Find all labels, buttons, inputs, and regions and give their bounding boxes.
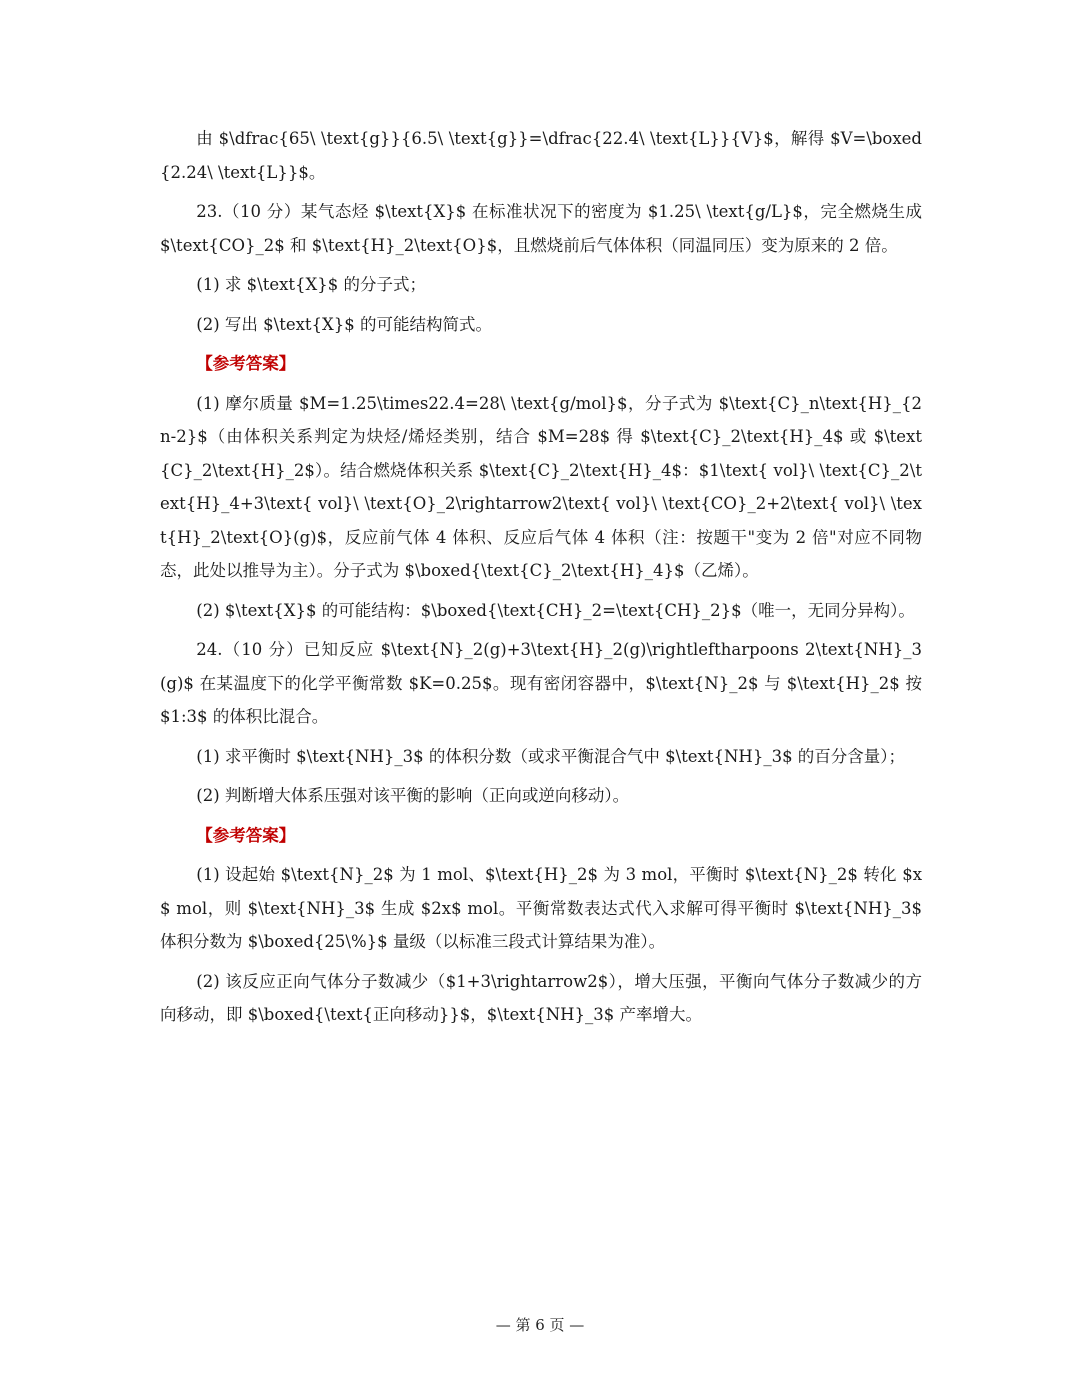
answer-23-part-2: (2) $\text{X}$ 的可能结构：$\boxed{\text{CH}_2=\text{CH}_2}$（唯一，无同分异构）。 <box>196 600 915 620</box>
question-23-part-1: (1) 求 $\text{X}$ 的分子式； <box>196 275 427 294</box>
answer-24-part-1: (1) 设起始 $\text{N}_2$ 为 1 mol、$\text{H}_2$ 为 3 mol，平衡时 $\text{N}_2$ 转化 $x$ mol，则 $\text{NH}_3$ 生成 $2x$ mol。平衡常数表达式代入求解可得平衡时 $\text{NH}_3$ 体积分数为 $\boxed{25\%}$ 量级（以标准三段式计算结果为准）。 <box>160 865 922 951</box>
answer-label-24: 【参考答案】 <box>196 825 296 845</box>
question-24-part-2: (2) 判断增大体系压强对该平衡的影响（正向或逆向移动）。 <box>196 786 630 805</box>
question-24: 24.（10 分）已知反应 $\text{N}_2(g)+3\text{H}_2(g)\rightleftharpoons 2\text{NH}_3(g)$ 在某温度下的化学平衡常数 $K=0.25$。现有密闭容器中，$\text{N}_2$ 与 $\text{H}_2$ 按 $1:3$ 的体积比混合。 <box>160 640 922 726</box>
question-23: 23.（10 分）某气态烃 $\text{X}$ 在标准状况下的密度为 $1.25\ \text{g/L}$，完全燃烧生成 $\text{CO}_2$ 和 $\text{H}_2\text{O}$，且燃烧前后气体体积（同温同压）变为原来的 2 倍。 <box>160 202 922 255</box>
answer-23-part-1: (1) 摩尔质量 $M=1.25\times22.4=28\ \text{g/mol}$，分子式为 $\text{C}_n\text{H}_{2n-2}$（由体积关系判定为炔烃/烯烃类别，结合 $M=28$ 得 $\text{C}_2\text{H}_4$ 或 $\text{C}_2\text{H}_2$）。结合燃烧体积关系 $\text{C}_2\text{H}_4$：$1\text{ vol}\ \text{C}_2\text{H}_4+3\text{ vol}\ \text{O}_2\rightarrow2\text{ vol}\ \text{CO}_2+2\text{ vol}\ \text{H}_2\text{O}(g)$，反应前气体 4 体积、反应后气体 4 体积（注：按题干"变为 2 倍"对应不同物态，此处以推导为主）。分子式为 $\boxed{\text{C}_2\text{H}_4}$（乙烯）。 <box>160 393 922 580</box>
question-23-part-2: (2) 写出 $\text{X}$ 的可能结构简式。 <box>196 314 493 334</box>
question-24-part-1: (1) 求平衡时 $\text{NH}_3$ 的体积分数（或求平衡混合气中 $\text{NH}_3$ 的百分含量）； <box>196 746 906 766</box>
page-content <box>160 122 922 1038</box>
solution-paragraph: 由 $\dfrac{65\ \text{g}}{6.5\ \text{g}}=\dfrac{22.4\ \text{L}}{V}$，解得 $V=\boxed{2.24\ \text{L}}$。 <box>160 129 922 182</box>
page-number-footer: — 第 6 页 — <box>495 1316 585 1334</box>
answer-label-23: 【参考答案】 <box>196 354 296 373</box>
answer-24-part-2: (2) 该反应正向气体分子数减少（$1+3\rightarrow2$），增大压强，平衡向气体分子数减少的方向移动，即 $\boxed{\text{正向移动}}$，$\text{NH}_3$ 产率增大。 <box>160 971 922 1024</box>
